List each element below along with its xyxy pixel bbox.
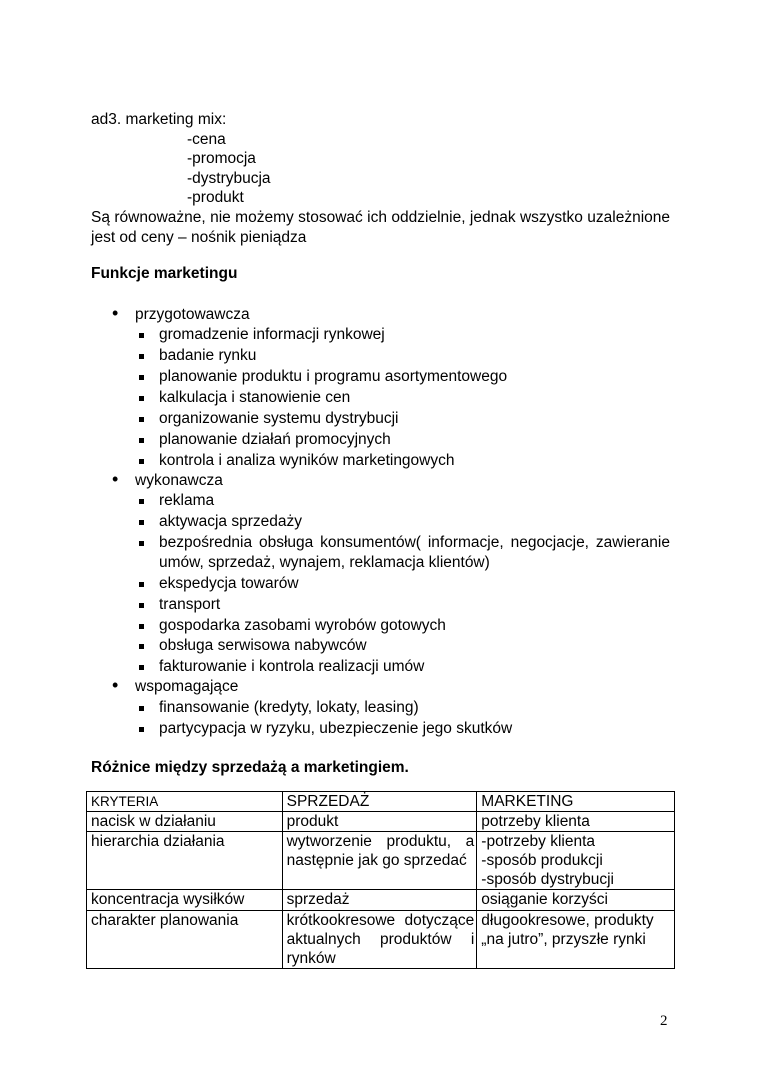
table-cell: koncentracja wysiłków	[87, 890, 283, 910]
cell-line: potrzeby klienta	[481, 813, 590, 831]
list-item: aktywacja sprzedaży	[91, 512, 670, 532]
table-header-row	[87, 792, 675, 812]
section-heading-functions: Funkcje marketingu	[91, 265, 238, 283]
table-row	[87, 890, 675, 910]
list-item: reklama	[91, 491, 670, 511]
function-sublist	[91, 325, 670, 470]
comparison-table	[86, 791, 675, 969]
column-header-marketing: MARKETING	[477, 792, 675, 812]
list-item: gromadzenie informacji rynkowej	[91, 325, 670, 345]
page-number: 2	[660, 1013, 668, 1029]
list-item: kalkulacja i stanowienie cen	[91, 388, 670, 408]
cell-line: długookresowe, produkty „na jutro”, przyszłe rynki	[481, 911, 654, 948]
cell-line: osiąganie korzyści	[481, 891, 608, 909]
cell-line: -sposób dystrybucji	[481, 871, 614, 889]
table-cell	[477, 832, 675, 890]
table-cell: sprzedaż	[282, 890, 477, 910]
list-item: kontrola i analiza wyników marketingowych	[91, 451, 670, 471]
list-item: finansowanie (kredyty, lokaty, leasing)	[91, 698, 670, 718]
section-heading-differences: Różnice między sprzedażą a marketingiem.	[91, 759, 409, 777]
cell-line: -sposób produkcji	[481, 852, 603, 870]
mix-item: -cena	[187, 130, 226, 148]
list-item: badanie rynku	[91, 346, 670, 366]
table-cell: hierarchia działania	[87, 832, 283, 890]
table-cell: wytworzenie produktu, a następnie jak go sprzedać	[282, 832, 477, 890]
function-group-label: • przygotowawcza	[91, 305, 670, 325]
list-item: planowanie działań promocyjnych	[91, 430, 670, 450]
table-row	[87, 832, 675, 890]
function-group-label: • wspomagające	[91, 677, 670, 697]
table-cell: produkt	[282, 812, 477, 832]
page-content	[91, 110, 670, 778]
marketing-mix-title: ad3. marketing mix:	[91, 111, 227, 128]
list-item: partycypacja w ryzyku, ubezpieczenie jego skutków	[91, 719, 670, 739]
function-group	[91, 305, 670, 471]
cell-line: -potrzeby klienta	[481, 833, 596, 851]
list-item: bezpośrednia obsługa konsumentów( informacje, negocjacje, zawieranie umów, sprzedaż, wynajem, reklamacja klientów)	[91, 533, 670, 573]
mix-item: -promocja	[187, 150, 256, 168]
list-item: organizowanie systemu dystrybucji	[91, 409, 670, 429]
intro-paragraph: Są równoważne, nie możemy stosować ich oddzielnie, jednak wszystko uzależnione jest od ceny – nośnik pieniądza	[91, 208, 670, 246]
list-item: planowanie produktu i programu asortymentowego	[91, 367, 670, 387]
table-cell: charakter planowania	[87, 910, 283, 968]
function-group-label: • wykonawcza	[91, 471, 670, 491]
column-header-kryteria: KRYTERIA	[87, 792, 283, 812]
functions-list	[91, 305, 670, 739]
function-group	[91, 471, 670, 678]
list-item: transport	[91, 595, 670, 615]
list-item: obsługa serwisowa nabywców	[91, 636, 670, 656]
table-cell	[477, 910, 675, 968]
function-sublist	[91, 698, 670, 739]
table-cell: nacisk w działaniu	[87, 812, 283, 832]
function-group	[91, 677, 670, 738]
table-row	[87, 812, 675, 832]
table-cell	[477, 812, 675, 832]
list-item: ekspedycja towarów	[91, 574, 670, 594]
column-header-sprzedaz: SPRZEDAŻ	[282, 792, 477, 812]
table-cell: krótkookresowe dotyczące aktualnych produktów i rynków	[282, 910, 477, 968]
function-sublist	[91, 491, 670, 677]
table-row	[87, 910, 675, 968]
list-item: fakturowanie i kontrola realizacji umów	[91, 657, 670, 677]
list-item: gospodarka zasobami wyrobów gotowych	[91, 616, 670, 636]
table-cell	[477, 890, 675, 910]
mix-item: -produkt	[187, 189, 244, 207]
mix-item: -dystrybucja	[187, 169, 271, 187]
